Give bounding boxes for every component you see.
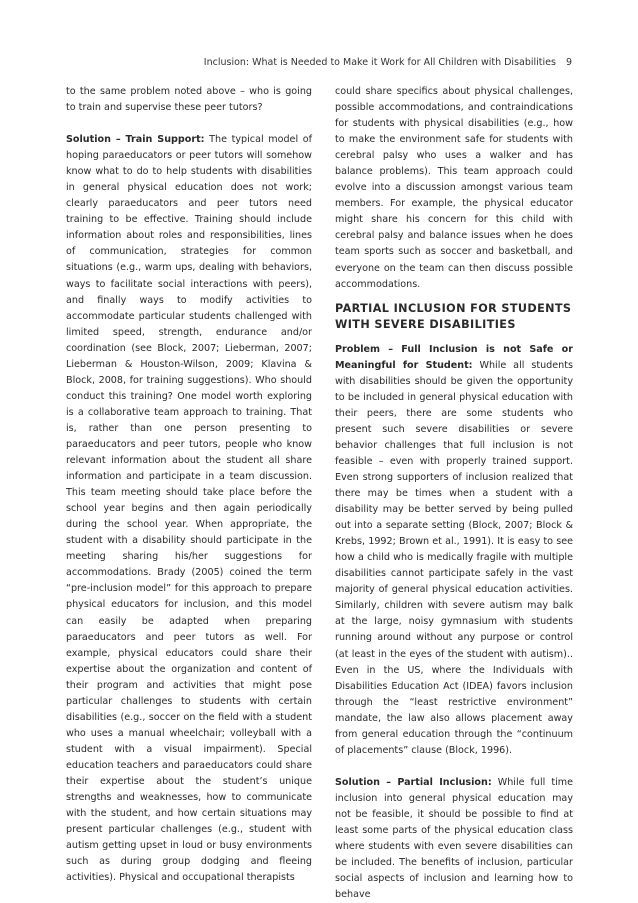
paragraph-gap xyxy=(66,116,312,132)
left-column xyxy=(66,84,312,886)
section-heading: PARTIAL INCLUSION FOR STUDENTS WITH SEVERE DISABILITIES xyxy=(335,301,572,332)
paragraph: to the same problem noted above – who is going to train and supervise these peer tutors? xyxy=(66,86,312,114)
paragraph-text: The typical model of hoping paraeducators or peer tutors will somehow know what to do to help students with disabilities in general physical education does not work; clearly paraeducators and peer tutors need training to be effective. Training should include information about roles and responsibilities, lines of communication, strategies for common situations (e.g., warm ups, dealing with behaviors, ways to facilitate social interactions with peers), and finally ways to modify activities to accommodate particular students challenged with limited speed, strength, endurance and/or coordination (see Block, 2007; Lieberman, 2007; Lieberman & Houston-Wilson, 2009; Klavina & Block, 2008, for training suggestions). Who should conduct this training? One model worth exploring is a collaborative team approach to training. That is, rather than one person presenting to paraeducators and peer tutors, people who know relevant information about the student all share information and participate in a team discussion. This team meeting should take place before the school year begins and then again periodically during the school year. When appropriate, the student with a disability should participate in the meeting sharing his/her suggestions for accommodations. Brady (2005) coined the term “pre-inclusion model” for this approach to prepare physical educators for inclusion, and this model can easily be adapted when preparing paraeducators and peer tutors as well. For example, physical educators could share their expertise about the organization and content of their program and activities that might pose particular challenges to students with certain disabilities (e.g., soccer on the field with a student who uses a manual wheelchair; volleyball with a student with a visual impairment). Special education teachers and paraeducators could share their expertise about the student’s unique strengths and weaknesses, how to communicate with the student, and how certain situations may present particular challenges (e.g., student with autism getting upset in loud or busy environments such as during group dodging and fleeing activities). Physical and occupational therapists xyxy=(66,134,312,884)
running-header xyxy=(204,57,572,68)
paragraph xyxy=(335,342,573,759)
paragraph-gap xyxy=(335,759,573,775)
running-title: Inclusion: What is Needed to Make it Work for All Children with Disabilities xyxy=(203,57,556,68)
paragraph-label: Solution – Train Support: xyxy=(66,134,205,146)
paragraph: could share specifics about physical challenges, possible accommodations, and contraindications for students with physical disabilities (e.g., how to make the environment safe for students with cerebral palsy who uses a walker and has balance problems). This team approach could evolve into a discussion amongst various team members. For example, the physical educator might share his concern for this child with cerebral palsy and balance issues when he does team sports such as soccer and basketball, and everyone on the team can then discuss possible accommodations. xyxy=(335,86,573,290)
right-column xyxy=(335,84,573,903)
paragraph-label: Problem – Full Inclusion is not Safe or Meaningful for Student: xyxy=(335,343,573,371)
paragraph xyxy=(66,132,312,886)
paragraph-text: While full time inclusion into general physical education may not be feasible, it should be possible to find at least some parts of the physical education class where students with even severe disabilities can be included. The benefits of inclusion, particular social aspects of inclusion and learning how to behave xyxy=(335,776,573,901)
page-number: 9 xyxy=(565,57,572,68)
paragraph-label: Solution – Partial Inclusion: xyxy=(335,776,492,788)
paragraph-text: While all students with disabilities should be given the opportunity to be included in general physical education with their peers, there are some students who present such severe disabilities or severe behavior challenges that full inclusion is not feasible – even with properly trained support. Even strong supporters of inclusion realized that there may be times when a student with a disability may be better served by being pulled out into a separate setting (Block, 2007; Block & Krebs, 1992; Brown et al., 1991). It is easy to see how a child who is medically fragile with multiple disabilities cannot participate safely in the vast majority of general physical education activities. Similarly, children with severe autism may balk at the large, noisy gymnasium with students running around without any purpose or control (at least in the eyes of the student with autism).. Even in the US, where the Individuals with Disabilities Education Act (IDEA) favors inclusion through the “least restrictive environment” mandate, the law also allows placement away from general education through the “continuum of placements” clause (Block, 1996). xyxy=(335,359,573,756)
paragraph xyxy=(335,775,573,903)
